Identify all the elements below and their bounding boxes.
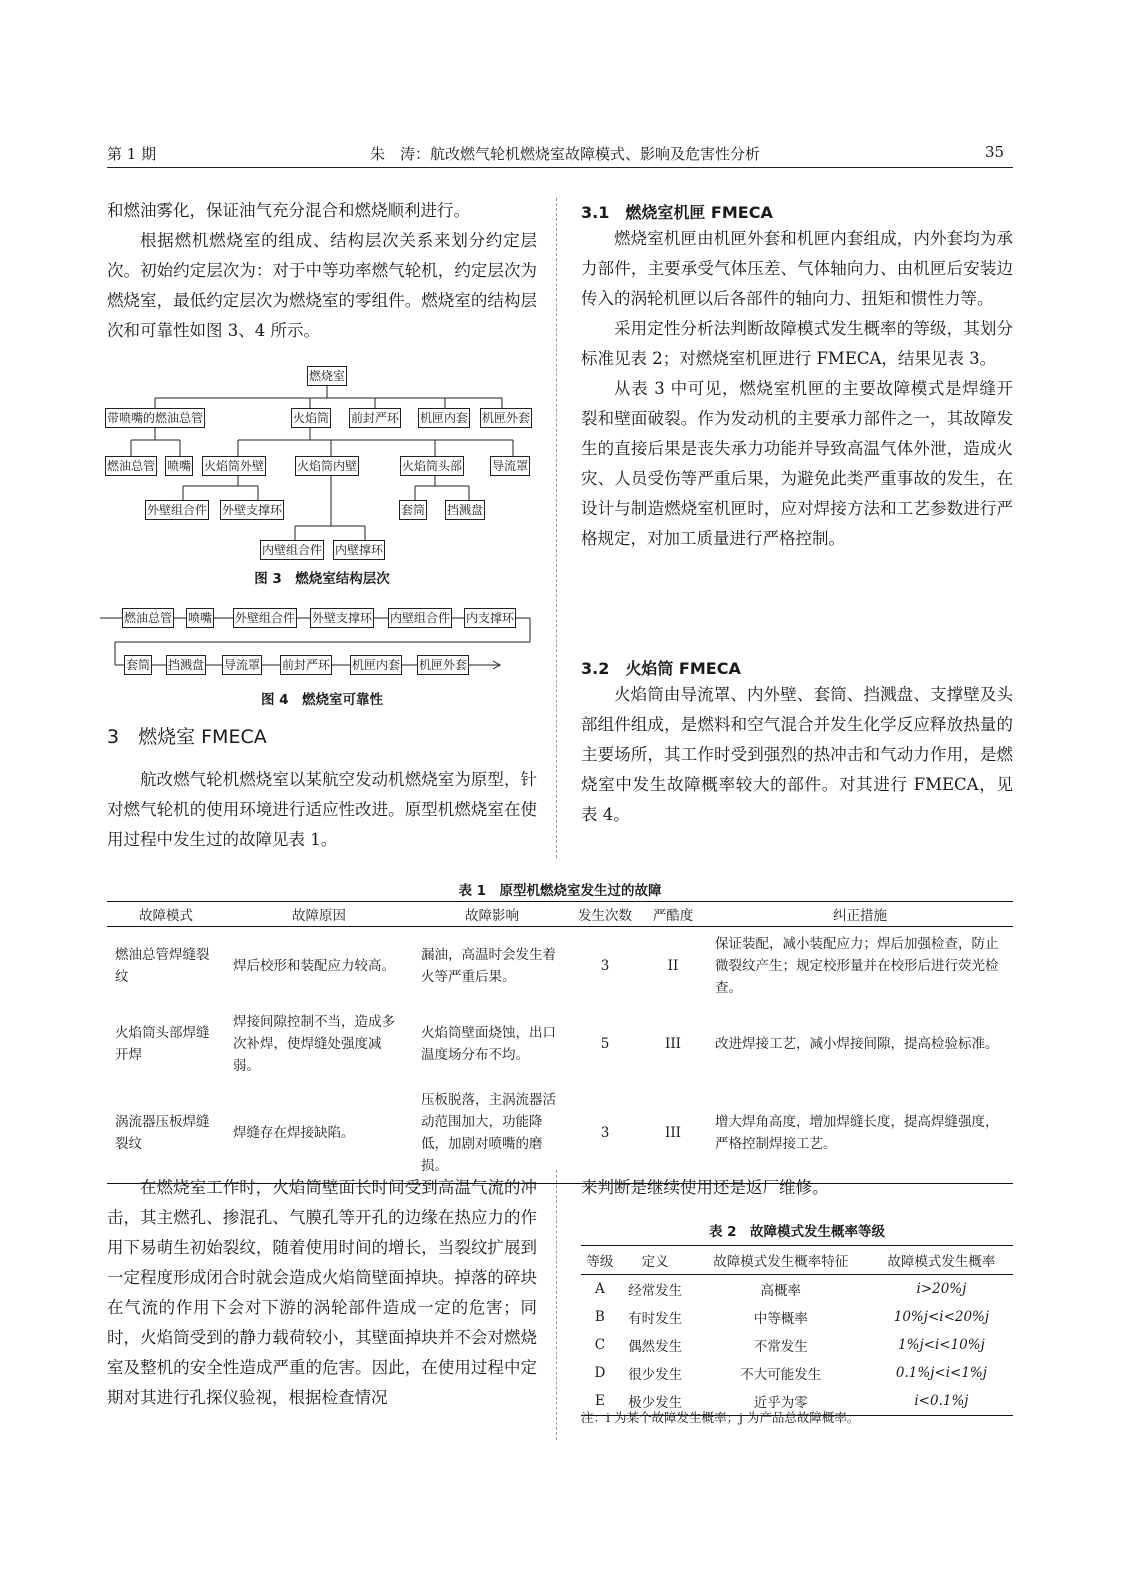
table-cell: 保证装配，减小装配应力；焊后加强检查，防止微裂纹产生；规定校形量并在校形后进行荧光检查。 [715, 936, 999, 996]
table-row [107, 927, 1013, 1006]
column-divider [556, 198, 557, 858]
table-cell: 经常发生 [628, 1283, 683, 1299]
table-2-note: 注：i 为某个故障发生概率；j 为产品总故障概率。 [581, 1410, 860, 1425]
table-cell: 焊接间隙控制不当，造成多次补焊，使焊缝处强度减弱。 [233, 1014, 395, 1074]
fig4-node: 内支撑环 [464, 608, 516, 628]
fig3-node: 火焰筒内壁 [295, 456, 359, 476]
fig3-node: 套筒 [399, 500, 427, 520]
table-2 [581, 1245, 1013, 1416]
table-row [107, 1083, 1013, 1184]
table-cell: C [594, 1337, 606, 1353]
table-1 [107, 901, 1013, 1184]
table-cell: A [594, 1281, 605, 1297]
table-cell: 0.1%j<i<1%j [895, 1365, 987, 1381]
fig3-node: 火焰筒头部 [400, 456, 464, 476]
table-row [581, 1359, 1013, 1387]
left-column-bottom [107, 1173, 537, 1413]
fig3-node: 挡溅盘 [445, 500, 485, 520]
fig3-node: 前封严环 [349, 408, 401, 428]
figure-4 [100, 602, 545, 682]
table-cell: i>20%j [916, 1281, 967, 1297]
paragraph: 采用定性分析法判断故障模式发生概率的等级，其划分标准见表 2；对燃烧室机匣进行 FMECA，结果见表 3。 [581, 319, 1013, 368]
table-cell: 压板脱落，主涡流器活动范围加大，功能降低，加剧对喷嘴的磨损。 [413, 1083, 571, 1184]
page-number: 35 [985, 143, 1005, 161]
table-cell: 改进焊接工艺，减小焊接间隙，提高检验标准。 [715, 1036, 999, 1052]
fig3-node: 外壁支撑环 [220, 500, 284, 520]
paragraph: 从表 3 中可见，燃烧室机匣的主要故障模式是焊缝开裂和壁面破裂。作为发动机的主要承力部件之一，其故障发生的直接后果是丧失承力功能并导致高温气体外泄，造成火灾、人员受伤等严重后果，为避免此类严重事故的发生，在设计与制造燃烧室机匣时，应对焊接方法和工艺参数进行严格规定，对加工质量进行严格控制。 [581, 379, 1013, 548]
fig3-node: 内壁撑环 [333, 540, 385, 560]
table-2-caption: 表 2 故障模式发生概率等级 [708, 1224, 886, 1240]
table-header-cell: 严酷度 [639, 902, 707, 927]
paragraph: 根据燃机燃烧室的组成、结构层次关系来划分约定层次。初始约定层次为：对于中等功率燃气轮机，约定层次为燃烧室，最低约定层次为燃烧室的零组件。燃烧室的结构层次和可靠性如图 3、4 所示。 [107, 231, 537, 340]
table-1-caption: 表 1 原型机燃烧室发生过的故障 [458, 883, 662, 899]
table-cell: i<0.1%j [870, 1387, 1013, 1416]
paragraph: 航改燃气轮机燃烧室以某航空发动机燃烧室为原型，针对燃气轮机的使用环境进行适应性改进。原型机燃烧室在使用过程中发生过的故障见表 1。 [107, 770, 537, 849]
table-cell: 1%j<i<10%j [898, 1337, 985, 1353]
paragraph: 燃烧室机匣由机匣外套和机匣内套组成，内外套均为承力部件，主要承受气体压差、气体轴向力、由机匣后安装边传入的涡轮机匣以后各部件的轴向力、扭矩和惯性力等。 [581, 229, 1013, 308]
running-title: 朱 涛：航改燃气轮机燃烧室故障模式、影响及危害性分析 [369, 145, 760, 163]
fig3-node: 导流罩 [490, 456, 530, 476]
table-cell: 高概率 [760, 1283, 801, 1299]
table-cell: III [639, 1083, 707, 1184]
table-cell: 焊后校形和装配应力较高。 [233, 958, 395, 974]
table-cell: 焊缝存在焊接缺陷。 [225, 1083, 413, 1184]
left-column-section3 [107, 765, 537, 855]
table-row [581, 1275, 1013, 1304]
left-column-top [107, 196, 537, 346]
table-cell: II [667, 958, 679, 974]
table-row [581, 1331, 1013, 1359]
table-cell: B [594, 1309, 605, 1325]
fig4-node: 外壁支撑环 [310, 608, 374, 628]
fig4-node: 挡溅盘 [166, 655, 206, 675]
table-header-cell: 等级 [581, 1246, 619, 1275]
paragraph: 火焰筒由导流罩、内外壁、套筒、挡溅盘、支撑壁及头部组件组成，是燃料和空气混合并发生化学反应释放热量的主要场所，其工作时受到强烈的热冲击和气动力作用，是燃烧室中发生故障概率较大的部件。对其进行 FMECA，见表 4。 [581, 685, 1013, 824]
fig3-node: 机匣外套 [480, 408, 532, 428]
table-cell: 10%j<i<20%j [893, 1309, 990, 1325]
fig3-node: 机匣内套 [418, 408, 470, 428]
table-header-cell: 故障模式发生概率特征 [692, 1246, 870, 1275]
fig3-node: 火焰筒外壁 [202, 456, 266, 476]
table-row [107, 1005, 1013, 1083]
fig3-node: 带喷嘴的燃油总管 [105, 408, 205, 428]
fig4-node: 套筒 [124, 655, 152, 675]
table-cell: 火焰筒头部焊缝开焊 [115, 1025, 210, 1063]
figure-3-caption: 图 3 燃烧室结构层次 [254, 571, 390, 587]
fig3-node: 火焰筒 [291, 408, 331, 428]
fig4-node: 喷嘴 [186, 608, 214, 628]
table-cell: 3 [571, 1083, 639, 1184]
fig4-node: 机匣外套 [417, 655, 469, 675]
fig3-node: 燃油总管 [105, 456, 157, 476]
paragraph: 和燃油雾化，保证油气充分混合和燃烧顺利进行。 [107, 201, 470, 220]
section-3-2-title: 3.2 火焰筒 FMECA [581, 659, 741, 678]
table-header-row [107, 902, 1013, 927]
table-cell: 有时发生 [628, 1311, 683, 1327]
right-column-bottom [581, 1173, 1013, 1203]
journal-issue: 第 1 期 [107, 145, 157, 163]
table-header-cell: 故障原因 [225, 902, 413, 927]
table-cell: 偶然发生 [628, 1339, 683, 1355]
table-cell: E [581, 1387, 619, 1416]
table-cell: D [594, 1365, 606, 1381]
fig4-node: 内壁组合件 [388, 608, 452, 628]
table-header-cell: 发生次数 [571, 902, 639, 927]
table-row [581, 1303, 1013, 1331]
table-cell: 近乎为零 [692, 1387, 870, 1416]
fig4-node: 外壁组合件 [233, 608, 297, 628]
table-cell: 漏油，高温时会发生着火等严重后果。 [421, 947, 556, 985]
table-header-cell: 定义 [619, 1246, 692, 1275]
fig3-node: 喷嘴 [165, 456, 193, 476]
table-cell: 燃油总管焊缝裂纹 [115, 947, 210, 985]
table-cell: 不常发生 [753, 1339, 808, 1355]
paragraph: 在燃烧室工作时，火焰筒壁面长时间受到高温气流的冲击，其主燃孔、掺混孔、气膜孔等开孔的边缘在热应力的作用下易萌生初始裂纹，随着使用时间的增长，当裂纹扩展到一定程度形成闭合时就会造成火焰筒壁面掉块。掉落的碎块在气流的作用下会对下游的涡轮部件造成一定的危害；同时，火焰筒受到的静力载荷较小，其壁面掉块并不会对燃烧室及整机的安全性造成严重的危害。因此，在使用过程中定期对其进行孔探仪验视，根据检查情况 [107, 1178, 537, 1407]
figure-3 [105, 362, 540, 562]
fig4-node: 燃油总管 [122, 608, 174, 628]
table-cell: 不大可能发生 [740, 1367, 822, 1383]
section-3-title: 3 燃烧室 FMECA [107, 726, 267, 748]
right-column-3-2 [581, 680, 1013, 830]
table-cell: 极少发生 [619, 1387, 692, 1416]
header-rule [107, 167, 1013, 168]
fig3-node: 内壁组合件 [260, 540, 324, 560]
table-cell: 中等概率 [753, 1311, 808, 1327]
table-cell: III [665, 1036, 681, 1052]
table-cell: 很少发生 [628, 1367, 683, 1383]
table-header-cell: 故障影响 [413, 902, 571, 927]
table-cell: 火焰筒壁面烧蚀，出口温度场分布不均。 [421, 1025, 556, 1063]
fig4-node: 前封严环 [280, 655, 332, 675]
table-header-row [581, 1246, 1013, 1275]
table-cell: 5 [600, 1036, 610, 1052]
table-cell: 增大焊角高度，增加焊缝长度，提高焊缝强度，严格控制焊接工艺。 [707, 1083, 1013, 1184]
table-cell: 涡流器压板焊缝裂纹 [107, 1083, 225, 1184]
fig3-node-root: 燃烧室 [307, 366, 347, 386]
table-header-cell: 纠正措施 [707, 902, 1013, 927]
table-cell: 3 [600, 958, 610, 974]
fig4-node: 机匣内套 [350, 655, 402, 675]
column-divider [556, 1170, 557, 1440]
section-3-1-title: 3.1 燃烧室机匣 FMECA [581, 203, 773, 222]
table-header-cell: 故障模式 [107, 902, 225, 927]
paragraph: 来判断是继续使用还是返厂维修。 [581, 1178, 829, 1197]
fig3-node: 外壁组合件 [145, 500, 209, 520]
table-header-cell: 故障模式发生概率 [870, 1246, 1013, 1275]
fig4-node: 导流罩 [222, 655, 262, 675]
figure-4-caption: 图 4 燃烧室可靠性 [260, 692, 384, 708]
right-column-3-1 [581, 224, 1013, 554]
